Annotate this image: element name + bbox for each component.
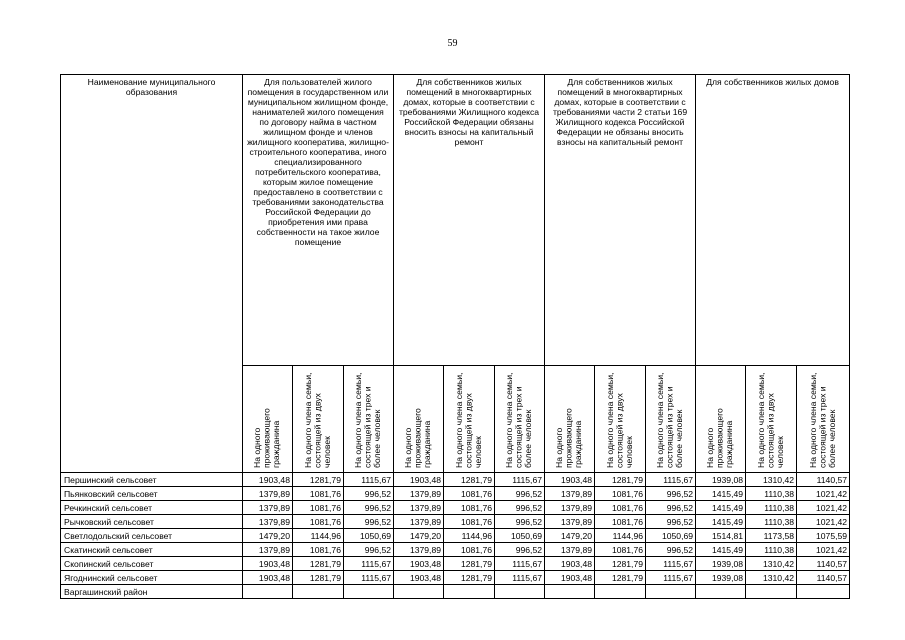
- value-cell: 1115,67: [344, 557, 394, 571]
- value-cell: 1281,79: [444, 557, 495, 571]
- value-cell: 996,52: [495, 501, 545, 515]
- table-row: [61, 571, 850, 585]
- value-cell: 1379,89: [243, 515, 293, 529]
- empty-cell: [595, 585, 646, 599]
- value-cell: 1281,79: [293, 557, 344, 571]
- tariff-table: [60, 74, 850, 599]
- page-number: 59: [447, 38, 458, 49]
- value-cell: 1479,20: [545, 529, 595, 543]
- table-body: [61, 473, 850, 599]
- value-cell: 1173,58: [746, 529, 797, 543]
- value-cell: 1310,42: [746, 571, 797, 585]
- value-cell: 1281,79: [293, 571, 344, 585]
- subheader-two-person: На одного члена семьи, состоящей из двух человек: [293, 366, 344, 473]
- value-cell: 1081,76: [293, 515, 344, 529]
- value-cell: 1281,79: [595, 473, 646, 487]
- value-cell: 1081,76: [595, 487, 646, 501]
- value-cell: 1115,67: [344, 571, 394, 585]
- value-cell: 1415,49: [696, 501, 746, 515]
- municipality-name: Скопинский сельсовет: [61, 557, 243, 571]
- value-cell: 996,52: [646, 515, 696, 529]
- empty-cell: [545, 585, 595, 599]
- value-cell: 1021,42: [797, 501, 850, 515]
- subheader-single: На одного проживающего гражданина: [243, 366, 293, 473]
- municipality-name: Пьянковский сельсовет: [61, 487, 243, 501]
- subheader-three-plus: На одного члена семьи, состоящей из трех и более человек: [646, 366, 696, 473]
- value-cell: 1379,89: [545, 487, 595, 501]
- value-cell: 1939,08: [696, 473, 746, 487]
- value-cell: 1081,76: [444, 487, 495, 501]
- district-name: Варгашинский район: [61, 585, 243, 599]
- value-cell: 1081,76: [595, 543, 646, 557]
- value-cell: 1115,67: [646, 473, 696, 487]
- subheader-two-person: На одного члена семьи, состоящей из двух человек: [746, 366, 797, 473]
- value-cell: 996,52: [495, 515, 545, 529]
- value-cell: 996,52: [344, 487, 394, 501]
- value-cell: 996,52: [646, 501, 696, 515]
- value-cell: 1903,48: [394, 473, 444, 487]
- value-cell: 1903,48: [243, 557, 293, 571]
- value-cell: 1144,96: [595, 529, 646, 543]
- empty-cell: [746, 585, 797, 599]
- table-row: [61, 557, 850, 571]
- value-cell: 996,52: [344, 515, 394, 529]
- value-cell: 1379,89: [394, 543, 444, 557]
- value-cell: 1110,38: [746, 543, 797, 557]
- value-cell: 1144,96: [444, 529, 495, 543]
- subheader-two-person: На одного члена семьи, состоящей из двух человек: [444, 366, 495, 473]
- subheader-single: На одного проживающего гражданина: [545, 366, 595, 473]
- empty-cell: [444, 585, 495, 599]
- header-municipality-name: Наименование муниципального образования: [61, 75, 243, 473]
- municipality-name: Рычковский сельсовет: [61, 515, 243, 529]
- value-cell: 1021,42: [797, 543, 850, 557]
- value-cell: 1081,76: [595, 501, 646, 515]
- value-cell: 1050,69: [495, 529, 545, 543]
- value-cell: 1379,89: [545, 515, 595, 529]
- value-cell: 1903,48: [394, 557, 444, 571]
- value-cell: 1903,48: [394, 571, 444, 585]
- subheader-three-plus: На одного члена семьи, состоящей из трех и более человек: [344, 366, 394, 473]
- value-cell: 1081,76: [444, 543, 495, 557]
- value-cell: 1479,20: [243, 529, 293, 543]
- table-row: [61, 473, 850, 487]
- value-cell: 1903,48: [243, 571, 293, 585]
- empty-cell: [797, 585, 850, 599]
- value-cell: 1081,76: [444, 501, 495, 515]
- subheader-single: На одного проживающего гражданина: [394, 366, 444, 473]
- value-cell: 1379,89: [243, 487, 293, 501]
- value-cell: 996,52: [646, 487, 696, 501]
- value-cell: 1021,42: [797, 515, 850, 529]
- value-cell: 1379,89: [243, 501, 293, 515]
- municipality-name: Ягоднинский сельсовет: [61, 571, 243, 585]
- value-cell: 1379,89: [394, 501, 444, 515]
- value-cell: 996,52: [344, 543, 394, 557]
- value-cell: 996,52: [646, 543, 696, 557]
- value-cell: 1939,08: [696, 557, 746, 571]
- value-cell: 1281,79: [293, 473, 344, 487]
- value-cell: 1115,67: [646, 557, 696, 571]
- value-cell: 1050,69: [344, 529, 394, 543]
- table-row: [61, 487, 850, 501]
- header-group-tenants: Для пользователей жилого помещения в государственном или муниципальном жилищном фонде, нанимателей жилого помещения по договору найма в частном жилищном фонде и членов жилищного кооператива, жилищно-строительного кооператива, иного специализированного потребительского кооператива, которым жилое помещение предоставлено в соответствии с требованиями законодательства Российской Федерации до приобретения ими права собственности на такое жилое помещение: [243, 75, 394, 366]
- subheader-single: На одного проживающего гражданина: [696, 366, 746, 473]
- district-row: [61, 585, 850, 599]
- header-group-house-owners: Для собственников жилых домов: [696, 75, 850, 366]
- value-cell: 1379,89: [545, 501, 595, 515]
- empty-cell: [696, 585, 746, 599]
- value-cell: 1903,48: [545, 571, 595, 585]
- empty-cell: [646, 585, 696, 599]
- subheader-three-plus: На одного члена семьи, состоящей из трех и более человек: [797, 366, 850, 473]
- value-cell: 1310,42: [746, 557, 797, 571]
- empty-cell: [293, 585, 344, 599]
- municipality-name: Речкинский сельсовет: [61, 501, 243, 515]
- value-cell: 1415,49: [696, 543, 746, 557]
- value-cell: 1939,08: [696, 571, 746, 585]
- value-cell: 1021,42: [797, 487, 850, 501]
- value-cell: 1081,76: [595, 515, 646, 529]
- value-cell: 1379,89: [243, 543, 293, 557]
- value-cell: 1081,76: [444, 515, 495, 529]
- table-row: [61, 515, 850, 529]
- value-cell: 1281,79: [444, 473, 495, 487]
- value-cell: 1903,48: [545, 473, 595, 487]
- value-cell: 996,52: [495, 543, 545, 557]
- value-cell: 1144,96: [293, 529, 344, 543]
- header-group-owners-capital-repair: Для собственников жилых помещений в многоквартирных домах, которые в соответствии с требованиями Жилищного кодекса Российской Федерации обязаны вносить взносы на капитальный ремонт: [394, 75, 545, 366]
- value-cell: 1115,67: [646, 571, 696, 585]
- value-cell: 1379,89: [545, 543, 595, 557]
- value-cell: 1140,57: [797, 473, 850, 487]
- municipality-name: Скатинский сельсовет: [61, 543, 243, 557]
- value-cell: 1903,48: [545, 557, 595, 571]
- value-cell: 1081,76: [293, 501, 344, 515]
- value-cell: 1514,81: [696, 529, 746, 543]
- value-cell: 996,52: [344, 501, 394, 515]
- empty-cell: [243, 585, 293, 599]
- value-cell: 1115,67: [495, 557, 545, 571]
- value-cell: 1140,57: [797, 557, 850, 571]
- value-cell: 1415,49: [696, 487, 746, 501]
- value-cell: 1379,89: [394, 487, 444, 501]
- table-row: [61, 529, 850, 543]
- value-cell: 1075,59: [797, 529, 850, 543]
- value-cell: 1281,79: [595, 571, 646, 585]
- value-cell: 996,52: [495, 487, 545, 501]
- value-cell: 1479,20: [394, 529, 444, 543]
- municipality-name: Светлодольский сельсовет: [61, 529, 243, 543]
- value-cell: 1415,49: [696, 515, 746, 529]
- value-cell: 1081,76: [293, 487, 344, 501]
- header-group-owners-no-capital-repair: Для собственников жилых помещений в многоквартирных домах, которые в соответствии с требованиями части 2 статьи 169 Жилищного кодекса Российской Федерации не обязаны вносить взносы на капитальный ремонт: [545, 75, 696, 366]
- table-row: [61, 501, 850, 515]
- value-cell: 1115,67: [495, 473, 545, 487]
- empty-cell: [495, 585, 545, 599]
- value-cell: 1281,79: [444, 571, 495, 585]
- empty-cell: [344, 585, 394, 599]
- value-cell: 1379,89: [394, 515, 444, 529]
- value-cell: 1140,57: [797, 571, 850, 585]
- value-cell: 1310,42: [746, 473, 797, 487]
- value-cell: 1903,48: [243, 473, 293, 487]
- municipality-name: Першинский сельсовет: [61, 473, 243, 487]
- value-cell: 1050,69: [646, 529, 696, 543]
- subheader-three-plus: На одного члена семьи, состоящей из трех и более человек: [495, 366, 545, 473]
- subheader-two-person: На одного члена семьи, состоящей из двух человек: [595, 366, 646, 473]
- value-cell: 1115,67: [344, 473, 394, 487]
- value-cell: 1110,38: [746, 487, 797, 501]
- empty-cell: [394, 585, 444, 599]
- value-cell: 1281,79: [595, 557, 646, 571]
- table-row: [61, 543, 850, 557]
- value-cell: 1110,38: [746, 515, 797, 529]
- value-cell: 1115,67: [495, 571, 545, 585]
- value-cell: 1081,76: [293, 543, 344, 557]
- value-cell: 1110,38: [746, 501, 797, 515]
